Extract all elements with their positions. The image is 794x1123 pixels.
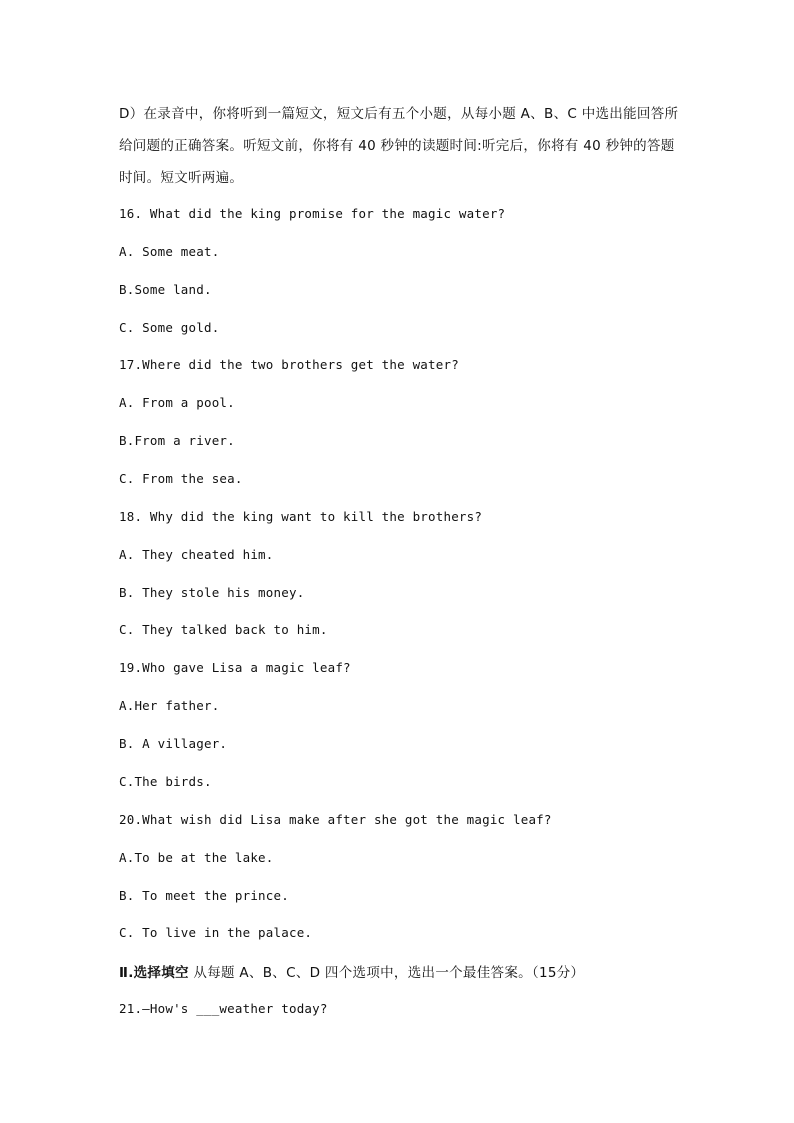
question-17-option-b: B.From a river.	[119, 433, 235, 448]
section-2-instruction: 从每题 A、B、C、D 四个选项中，选出一个最佳答案。（15分）	[188, 965, 585, 981]
question-17-option-c: C. From the sea.	[119, 471, 243, 486]
question-19-option-c: C.The birds.	[119, 774, 212, 789]
question-20-option-c: C. To live in the palace.	[119, 925, 313, 940]
question-19: 19.Who gave Lisa a magic leaf?	[119, 660, 351, 675]
intro-line-1: D）在录音中，你将听到一篇短文，短文后有五个小题，从每小题 A、B、C 中选出能回答所	[119, 106, 679, 122]
question-18-option-c: C. They talked back to him.	[119, 622, 328, 637]
section-2-header	[119, 961, 584, 981]
intro-line-3: 时间。短文听两遍。	[119, 170, 244, 186]
question-16-option-c: C. Some gold.	[119, 320, 220, 335]
question-18-option-b: B. They stole his money.	[119, 585, 305, 600]
question-16-option-b: B.Some land.	[119, 282, 212, 297]
section-2-heading: Ⅱ.选择填空	[119, 965, 189, 981]
question-20: 20.What wish did Lisa make after she got the magic leaf?	[119, 812, 552, 827]
question-21: 21.—How's ___weather today?	[119, 1001, 328, 1016]
question-16: 16. What did the king promise for the magic water?	[119, 206, 506, 221]
question-20-option-b: B. To meet the prince.	[119, 888, 289, 903]
intro-line-2: 给问题的正确答案。听短文前，你将有 40 秒钟的读题时间:听完后，你将有 40 秒钟的答题	[119, 138, 675, 154]
question-19-option-a: A.Her father.	[119, 698, 220, 713]
question-18-option-a: A. They cheated him.	[119, 547, 274, 562]
question-17-option-a: A. From a pool.	[119, 395, 235, 410]
question-18: 18. Why did the king want to kill the brothers?	[119, 509, 483, 524]
question-19-option-b: B. A villager.	[119, 736, 228, 751]
question-20-option-a: A.To be at the lake.	[119, 850, 274, 865]
question-16-option-a: A. Some meat.	[119, 244, 220, 259]
question-17: 17.Where did the two brothers get the water?	[119, 357, 459, 372]
